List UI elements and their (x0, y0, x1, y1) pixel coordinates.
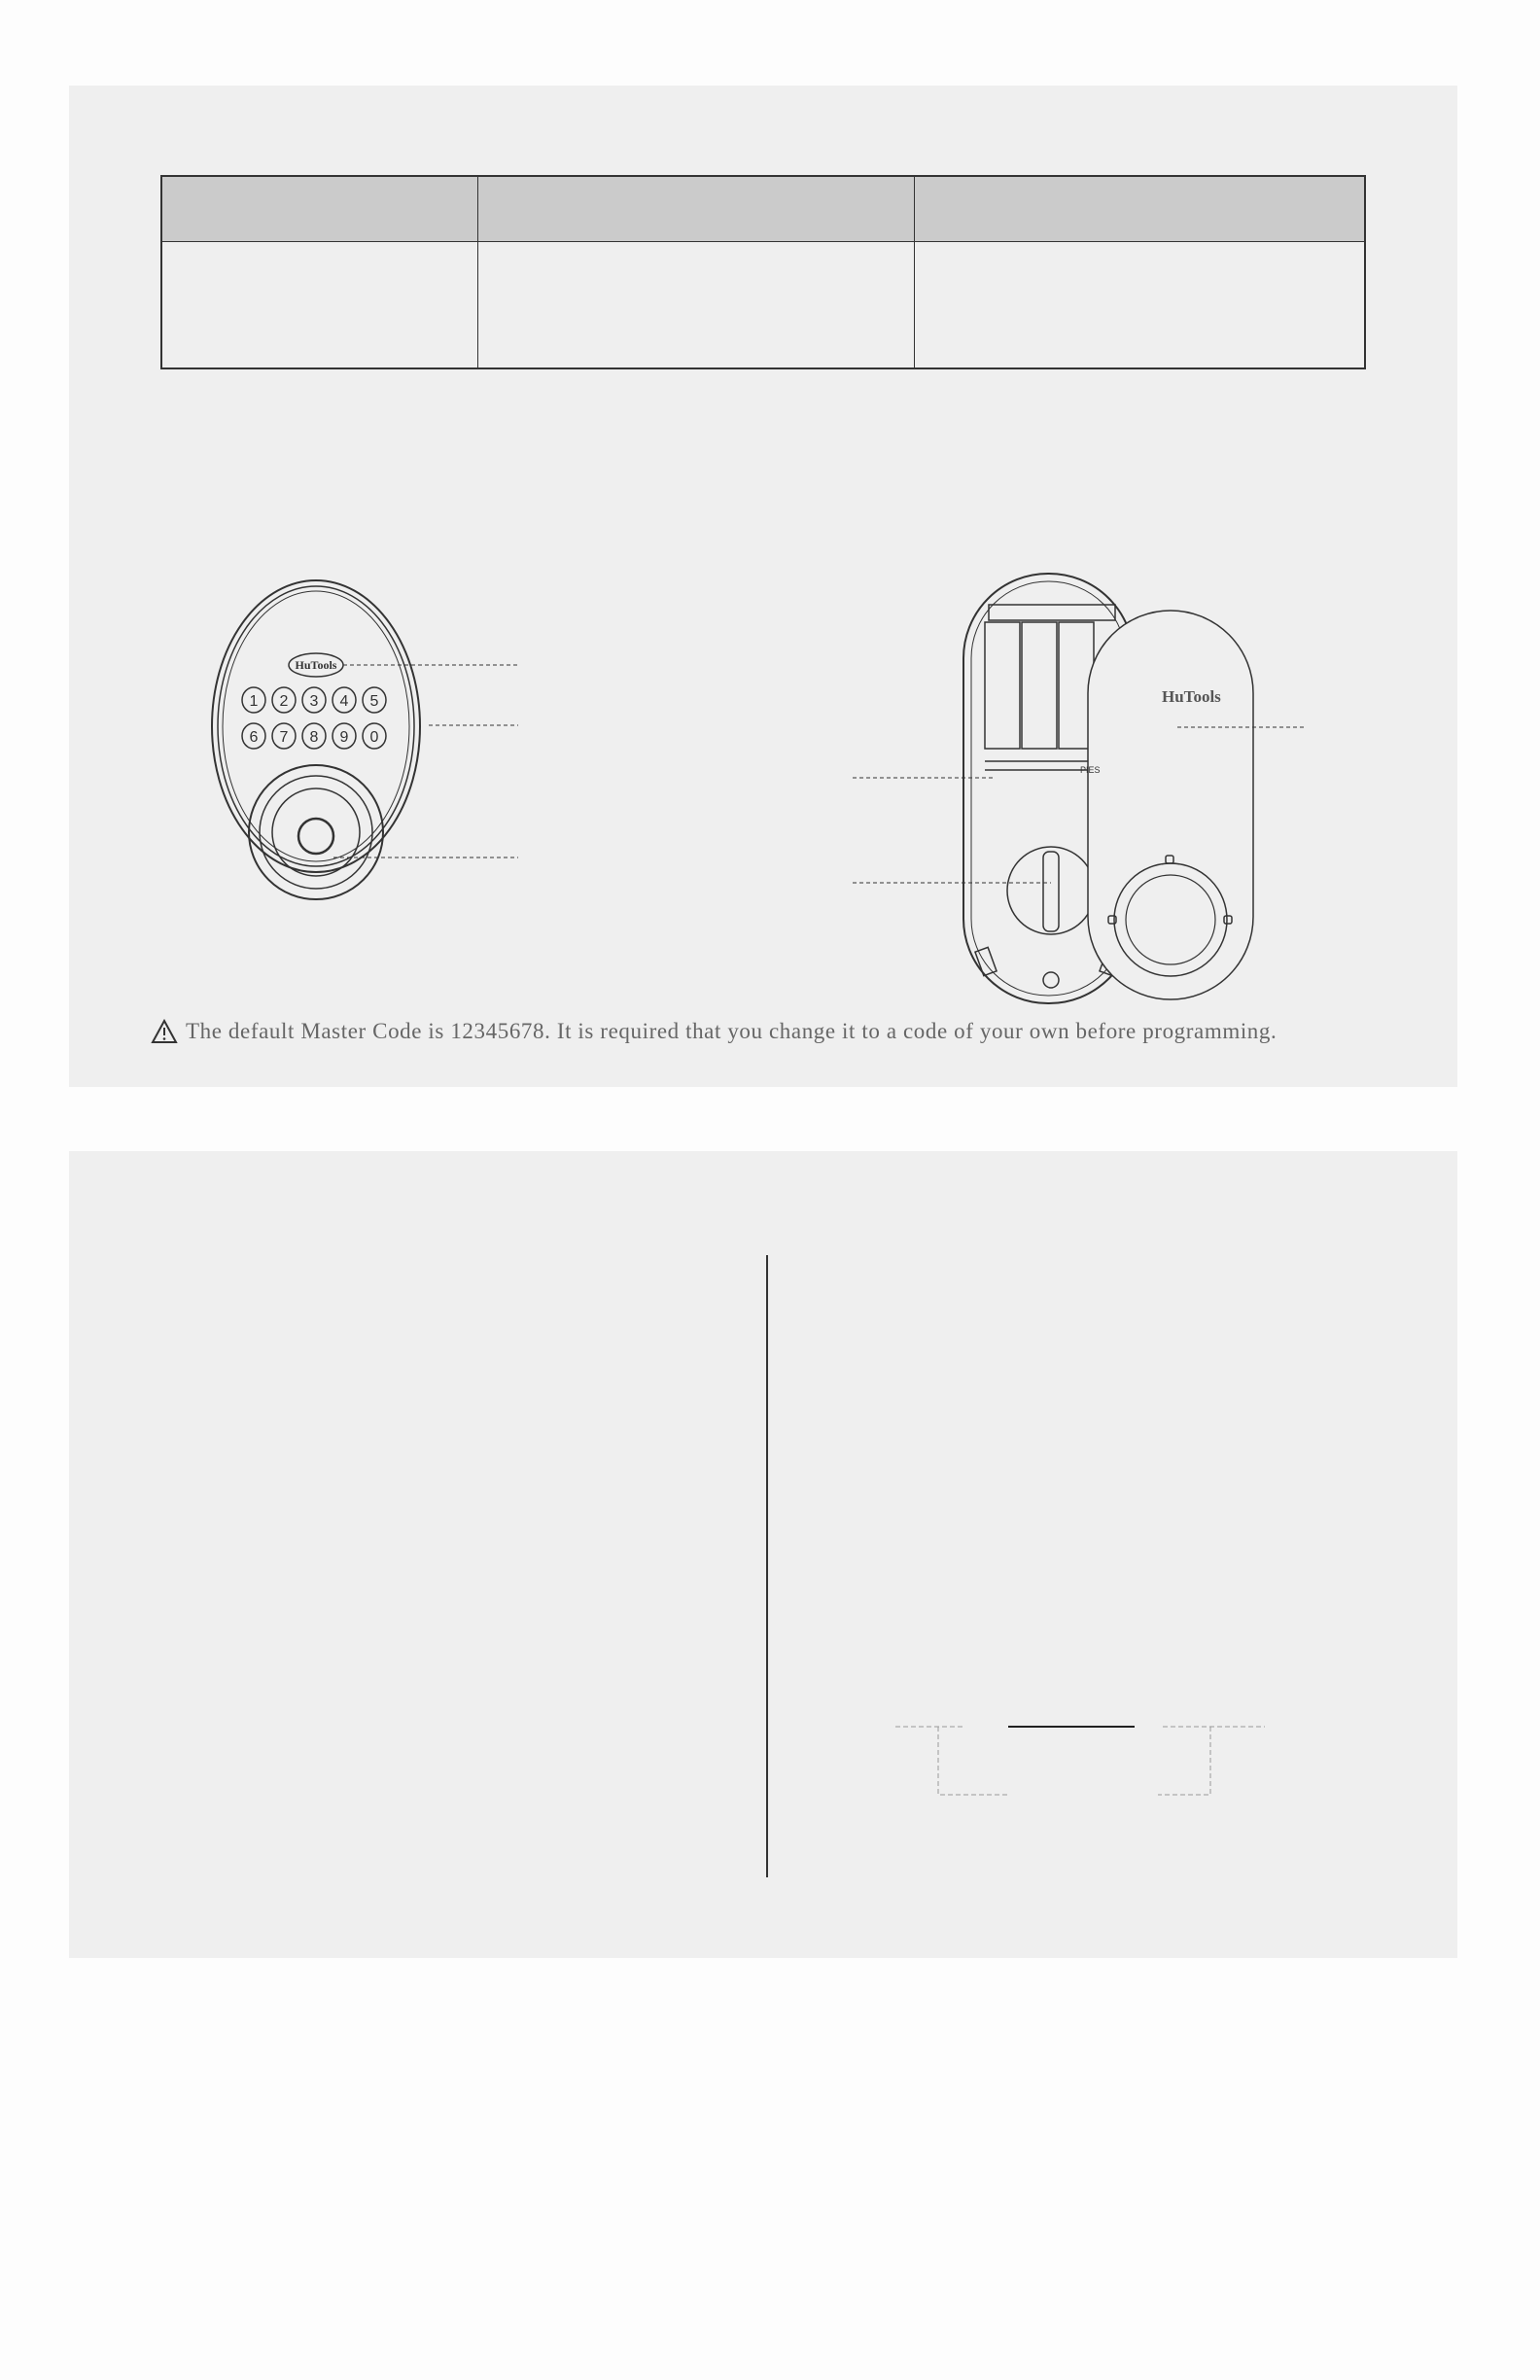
spec-header-cell (161, 176, 478, 242)
screw-hole (1043, 972, 1059, 988)
battery-label: PIES (1080, 765, 1101, 775)
interior-assembly-illustration (759, 513, 1343, 1068)
spec-cell (161, 242, 478, 369)
bottom-panel (69, 1151, 1457, 1958)
logo-text: HuTools (295, 658, 337, 672)
rose-plate (249, 765, 383, 899)
master-code-warning (151, 1019, 1444, 1044)
keypad-key-label: 8 (309, 729, 319, 746)
spec-header-cell (478, 176, 915, 242)
column-divider (766, 1255, 768, 1877)
key-cylinder (298, 819, 333, 854)
keypad-key-label: 9 (339, 729, 349, 746)
spec-cell (915, 242, 1366, 369)
keypad-key-label: 5 (369, 693, 379, 710)
warning-text: The default Master Code is 12345678. It is required that you change it to a code of your own before programming. (186, 1019, 1278, 1043)
keypad (242, 687, 386, 749)
cover-logo-text: HuTools (1162, 687, 1221, 706)
spec-cell (478, 242, 915, 369)
keypad-key-label: 6 (249, 729, 259, 746)
battery (985, 622, 1020, 749)
top-panel (69, 86, 1457, 1087)
keypad-key-label: 4 (339, 693, 349, 710)
spec-table (160, 175, 1366, 369)
warning-triangle-icon (151, 1019, 178, 1044)
exterior-escutcheon (212, 580, 420, 872)
spec-header-cell (915, 176, 1366, 242)
interior-cover (1088, 611, 1253, 999)
spec-table-row (161, 242, 1365, 369)
exterior-keypad-illustration (205, 515, 575, 943)
keypad-key-label: 7 (279, 729, 289, 746)
keypad-key-label: 1 (249, 693, 259, 710)
thumbturn (1007, 847, 1095, 934)
keypad-key-label: 2 (279, 693, 289, 710)
code-entry-diagram (886, 1715, 1333, 1812)
keypad-key-label: 0 (369, 729, 379, 746)
spec-table-header-row (161, 176, 1365, 242)
battery (1022, 622, 1057, 749)
keypad-key-label: 3 (309, 693, 319, 710)
